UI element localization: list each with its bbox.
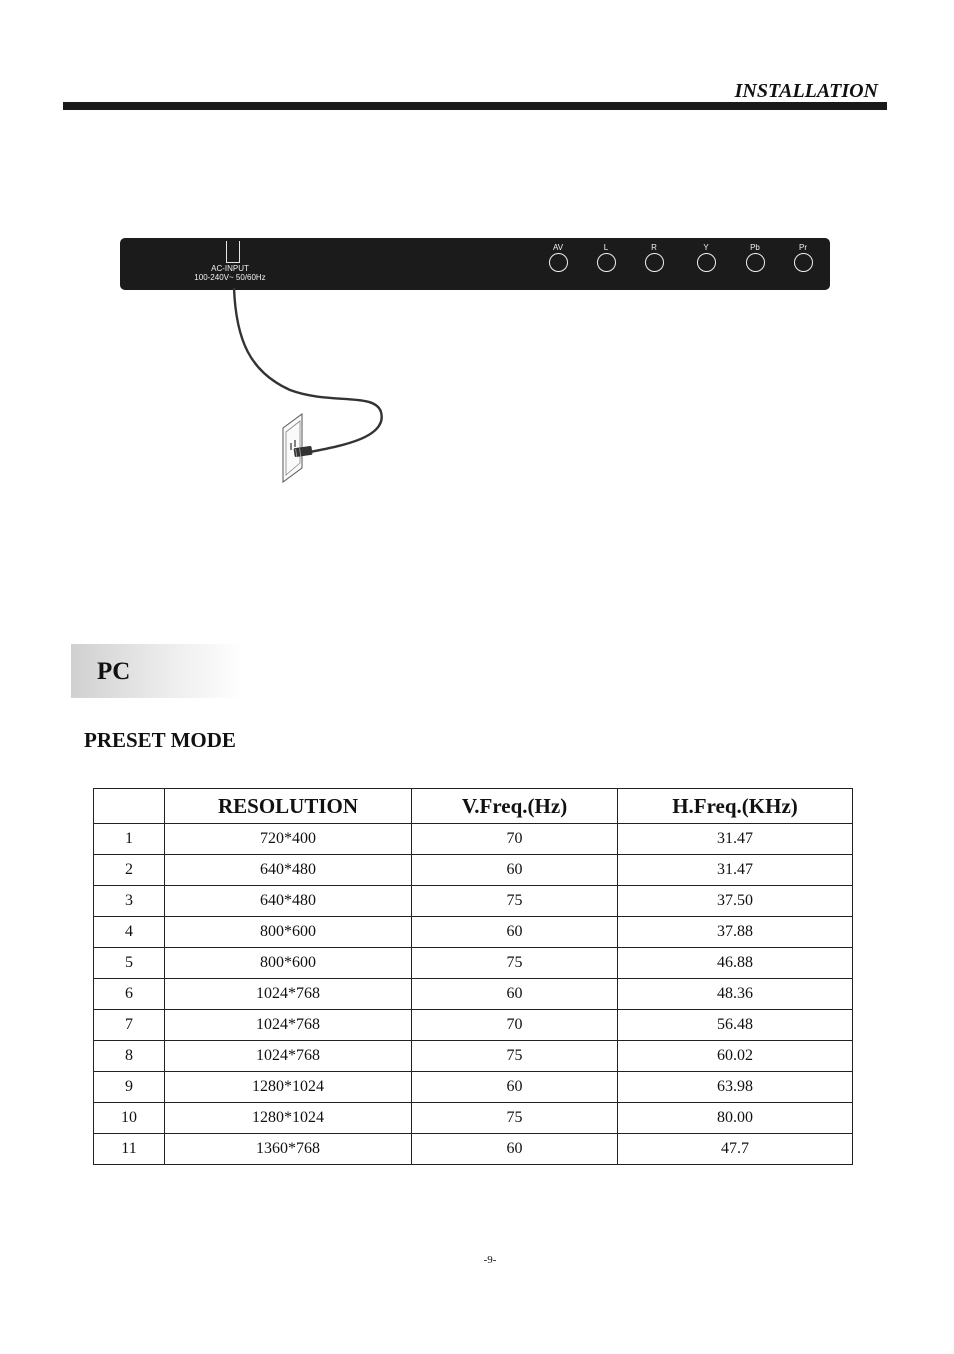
jack-label: Pb (750, 243, 760, 252)
column-header-vfreq: V.Freq.(Hz) (412, 789, 618, 824)
table-row (94, 1010, 853, 1041)
table-row (94, 855, 853, 886)
mode-hfreq: 80.00 (618, 1103, 853, 1134)
jack-label: AV (552, 243, 564, 252)
jack-label: Y (703, 243, 709, 252)
mode-vfreq: 75 (412, 948, 618, 979)
mode-index: 1 (94, 824, 165, 855)
mode-resolution: 1360*768 (165, 1134, 412, 1165)
section-title: INSTALLATION (734, 80, 878, 102)
jack-label: Pr (799, 243, 807, 252)
mode-resolution: 1024*768 (165, 1041, 412, 1072)
mode-index: 8 (94, 1041, 165, 1072)
table-row (94, 979, 853, 1010)
table-row (94, 1072, 853, 1103)
pc-heading: PC (97, 658, 131, 685)
ac-input-rating: 100-240V~ 50/60Hz (194, 273, 266, 282)
mode-index: 4 (94, 917, 165, 948)
mode-resolution: 800*600 (165, 917, 412, 948)
mode-resolution: 800*600 (165, 948, 412, 979)
pc-section-tab (71, 644, 243, 698)
mode-vfreq: 60 (412, 1072, 618, 1103)
jack-label: R (651, 243, 657, 252)
mode-index: 5 (94, 948, 165, 979)
mode-hfreq: 37.88 (618, 917, 853, 948)
table-row (94, 1103, 853, 1134)
mode-vfreq: 75 (412, 1103, 618, 1134)
mode-vfreq: 70 (412, 1010, 618, 1041)
ac-input-name: AC-INPUT (211, 264, 249, 273)
mode-hfreq: 37.50 (618, 886, 853, 917)
table-row (94, 1134, 853, 1165)
mode-resolution: 1280*1024 (165, 1103, 412, 1134)
power-cord (234, 288, 382, 452)
mode-resolution: 1024*768 (165, 979, 412, 1010)
preset-mode-heading: PRESET MODE (84, 728, 236, 752)
mode-index: 10 (94, 1103, 165, 1134)
jack-label: L (603, 243, 609, 252)
mode-vfreq: 75 (412, 1041, 618, 1072)
power-cable-diagram (0, 0, 954, 520)
mode-vfreq: 60 (412, 1134, 618, 1165)
mode-vfreq: 60 (412, 979, 618, 1010)
column-header-hfreq: H.Freq.(KHz) (618, 789, 853, 824)
mode-hfreq: 46.88 (618, 948, 853, 979)
preset-mode-table (93, 788, 853, 1165)
column-header-resolution: RESOLUTION (165, 789, 412, 824)
mode-vfreq: 60 (412, 855, 618, 886)
table-row (94, 1041, 853, 1072)
mode-resolution: 640*480 (165, 886, 412, 917)
mode-vfreq: 70 (412, 824, 618, 855)
mode-hfreq: 56.48 (618, 1010, 853, 1041)
mode-vfreq: 75 (412, 886, 618, 917)
mode-hfreq: 31.47 (618, 855, 853, 886)
mode-index: 7 (94, 1010, 165, 1041)
mode-resolution: 640*480 (165, 855, 412, 886)
mode-hfreq: 63.98 (618, 1072, 853, 1103)
column-header-index (94, 789, 165, 824)
mode-hfreq: 48.36 (618, 979, 853, 1010)
table-header-row (94, 789, 853, 824)
mode-resolution: 1280*1024 (165, 1072, 412, 1103)
mode-index: 2 (94, 855, 165, 886)
mode-hfreq: 47.7 (618, 1134, 853, 1165)
mode-hfreq: 60.02 (618, 1041, 853, 1072)
mode-index: 11 (94, 1134, 165, 1165)
mode-resolution: 720*400 (165, 824, 412, 855)
mode-hfreq: 31.47 (618, 824, 853, 855)
mode-index: 3 (94, 886, 165, 917)
table-row (94, 824, 853, 855)
mode-resolution: 1024*768 (165, 1010, 412, 1041)
mode-index: 6 (94, 979, 165, 1010)
table-row (94, 886, 853, 917)
mode-vfreq: 60 (412, 917, 618, 948)
mode-index: 9 (94, 1072, 165, 1103)
table-row (94, 917, 853, 948)
table-row (94, 948, 853, 979)
page-number: -9- (483, 1254, 497, 1266)
